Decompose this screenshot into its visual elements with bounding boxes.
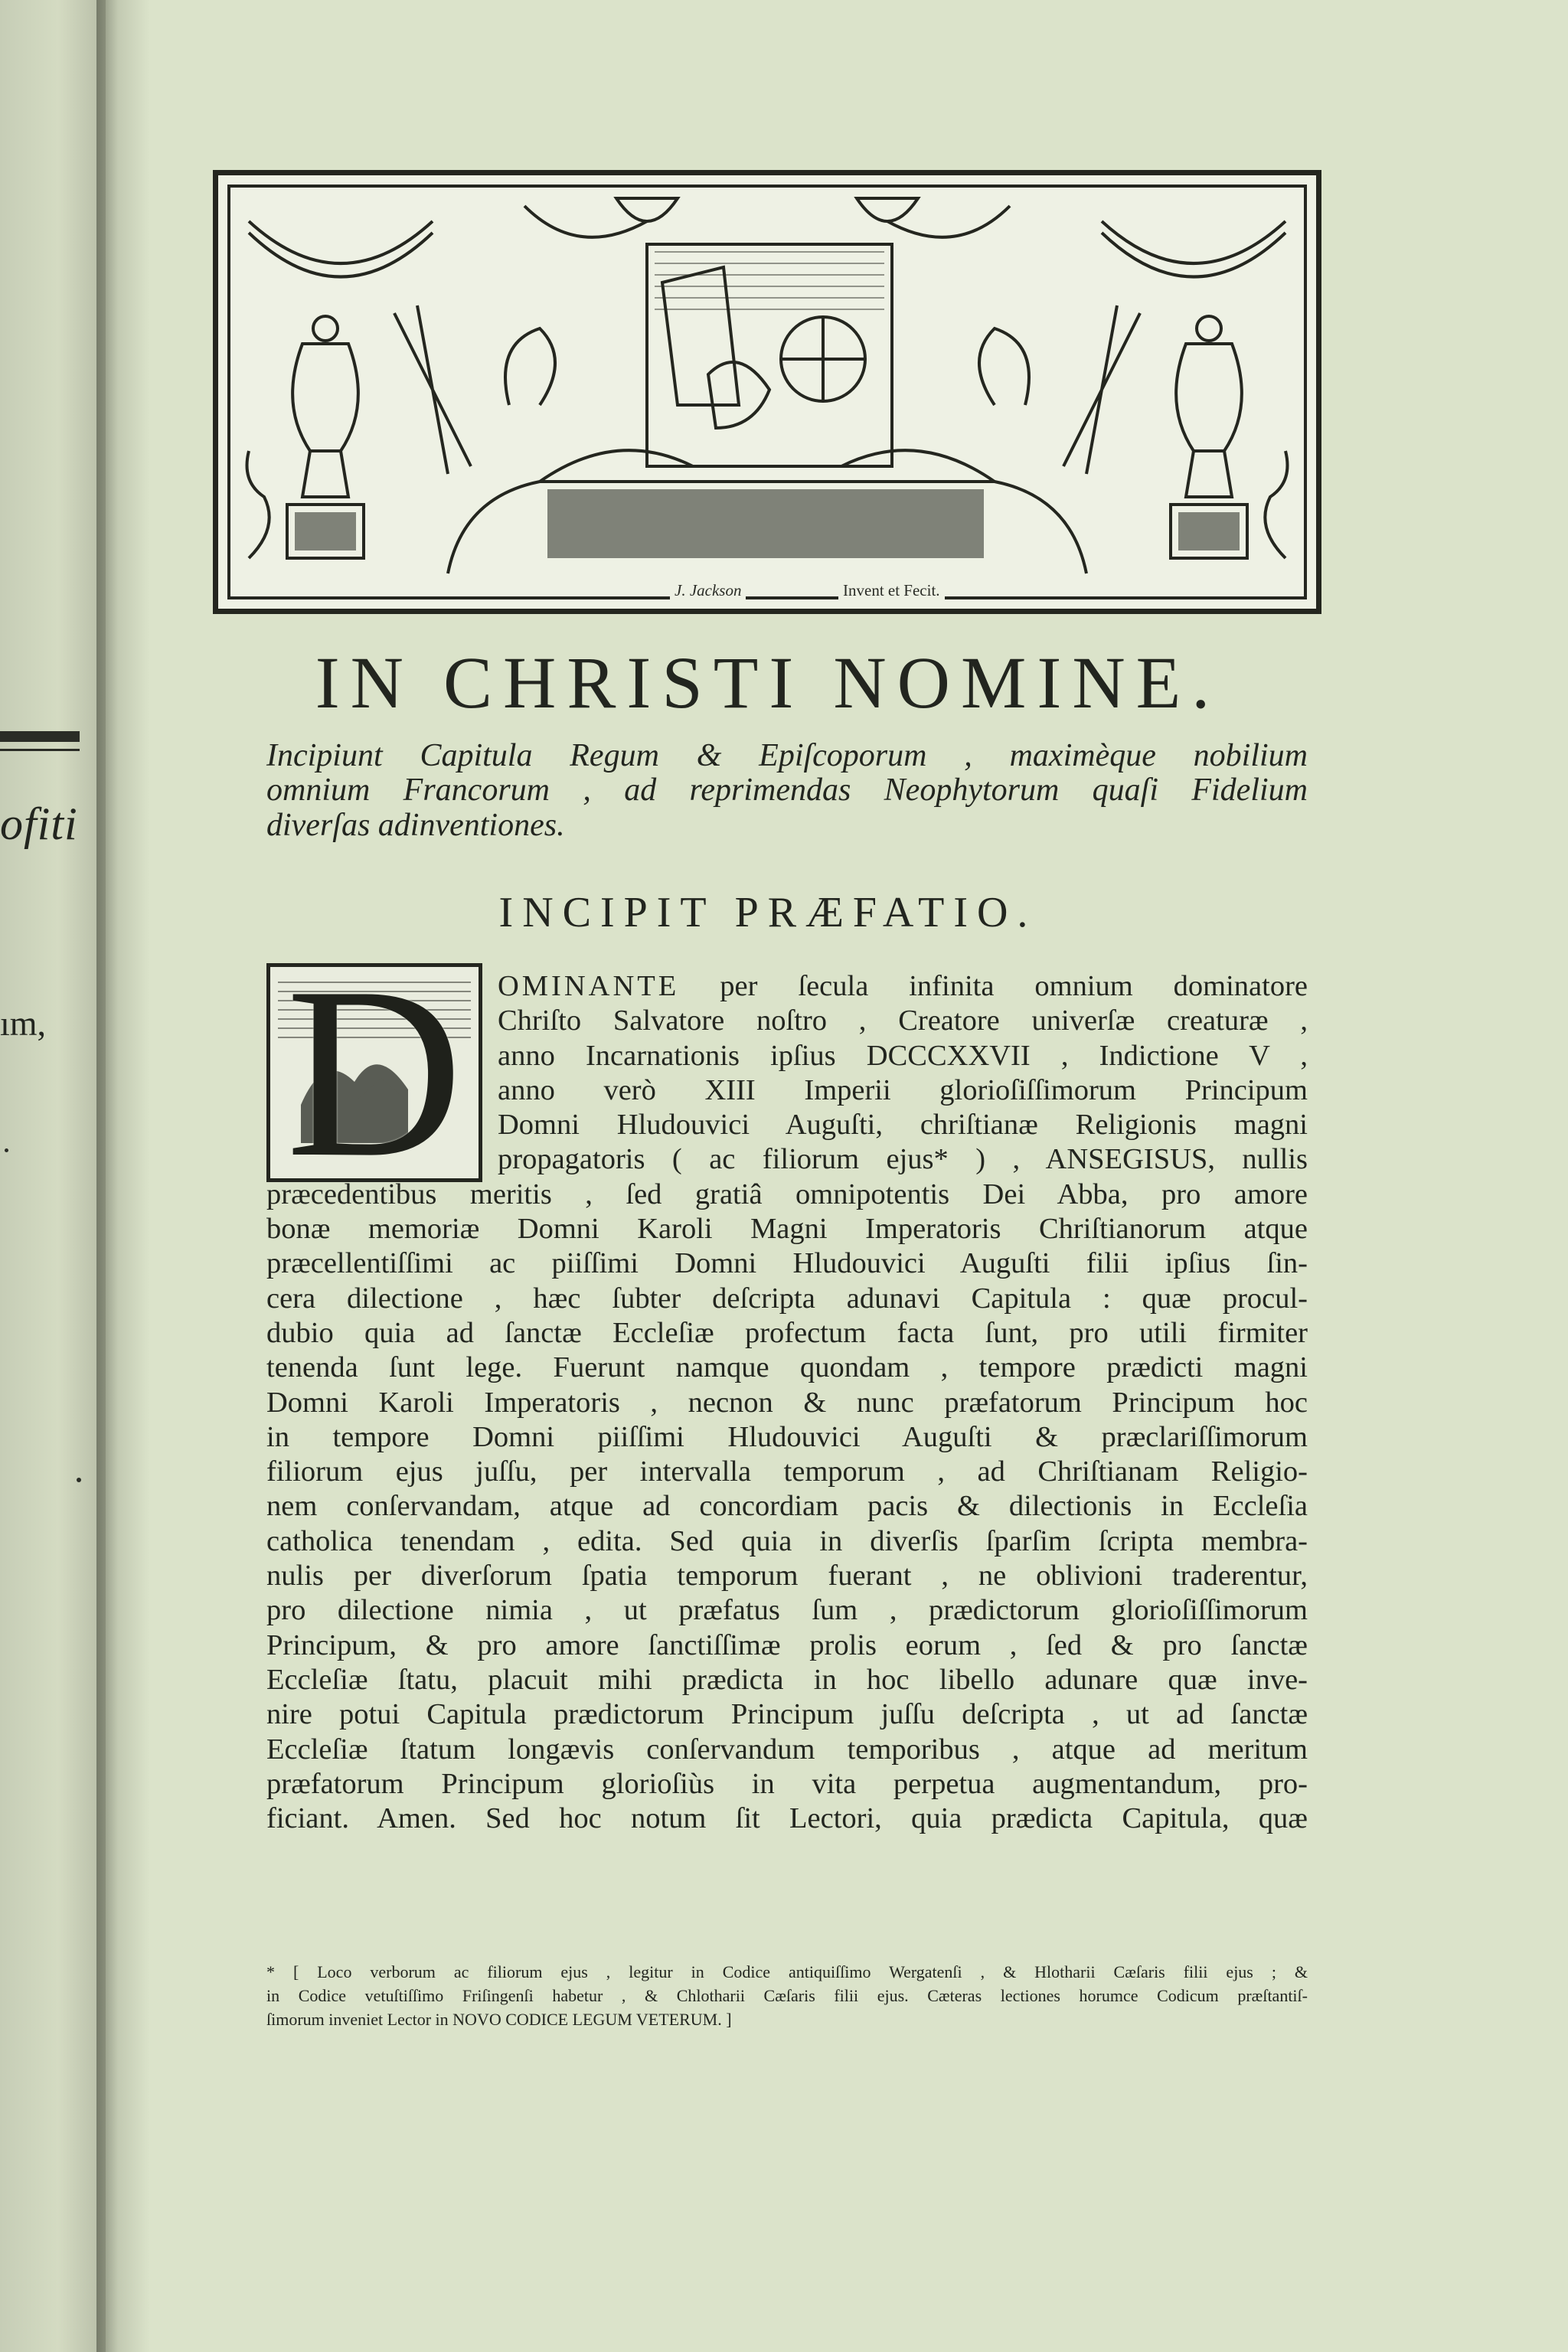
drop-cap-letter: D	[286, 963, 463, 1182]
body-line: præcellentiſſimi ac piiſſimi Domni Hludouvici Auguſti filii ipſius ſin-	[266, 1247, 1308, 1280]
engraver-signature: J. Jackson	[670, 581, 746, 600]
body-line: Eccleſiæ ſtatu, placuit mihi prædicta in hoc libello adunare quæ inve-	[266, 1663, 1308, 1696]
body-line: tenenda ſunt lege. Fuerunt namque quondam , tempore prædicti magni	[266, 1351, 1308, 1384]
page-title: IN CHRISTI NOMINE.	[315, 642, 1221, 724]
engraver-credit: Invent et Fecit.	[838, 581, 945, 600]
body-line: ficiant. Amen. Sed hoc notum ſit Lectori, quia prædicta Capitula, quæ	[266, 1802, 1308, 1835]
body-line: Eccleſiæ ſtatum longævis conſervandum temporibus , atque ad meritum	[266, 1733, 1308, 1766]
subtitle	[266, 735, 1308, 843]
left-facing-page	[0, 0, 106, 2352]
body-line: præcedentibus meritis , ſed gratiâ omnipotentis Dei Abba, pro amore	[266, 1178, 1308, 1210]
body-line: anno Incarnationis ipſius DCCCXXVII , Indictione V ,	[498, 1039, 1308, 1072]
body-line: cera dilectione , hæc ſubter deſcripta adunavi Capitula : quæ procul-	[266, 1282, 1308, 1315]
engraved-headpiece	[213, 170, 1321, 614]
left-page-rule-thin	[0, 749, 80, 751]
footnote-line: ſimorum inveniet Lector in NOVO CODICE LEGUM VETERUM. ]	[266, 2010, 732, 2029]
opening-word: OMINANTE	[498, 970, 680, 1002]
footnote-line: in Codice vetuſtiſſimo Friſingenſi habetur , & Chlotharii Cæſaris filii ejus. Cæteras lectiones horumce Codicum præſtantiſ-	[266, 1986, 1308, 2005]
body-line: Domni Karoli Imperatoris , necnon & nunc præfatorum Principum hoc	[266, 1386, 1308, 1419]
footnote	[266, 1960, 1308, 2031]
body-line: pro dilectione nimia , ut præfatus ſum , prædictorum glorioſiſſimorum	[266, 1594, 1308, 1627]
left-page-mark	[5, 1148, 8, 1152]
body-line: præfatorum Principum glorioſiùs in vita perpetua augmentandum, pro-	[266, 1767, 1308, 1800]
body-line: in tempore Domni piiſſimi Hludouvici Auguſti & præclariſſimorum	[266, 1420, 1308, 1453]
body-line: dubio quia ad ſanctæ Eccleſiæ profectum facta ſunt, pro utili firmiter	[266, 1316, 1308, 1349]
body-line: Principum, & pro amore ſanctiſſimæ prolis eorum , ſed & pro ſanctæ	[266, 1628, 1308, 1661]
left-page-mark	[77, 1478, 81, 1482]
body-line: filiorum ejus juſſu, per intervalla temporum , ad Chriſtianam Religio-	[266, 1455, 1308, 1488]
body-line: Chriſto Salvatore noſtro , Creatore univerſæ creaturæ ,	[498, 1004, 1308, 1037]
book-gutter	[96, 0, 150, 2352]
ornament-engraving	[218, 175, 1316, 609]
right-page	[150, 0, 1568, 2352]
left-page-fragment: ım,	[0, 1004, 47, 1043]
footnote-line: * [ Loco verborum ac filiorum ejus , legitur in Codice antiquiſſimo Wergatenſi , & Hlotharii Cæſaris filii ejus ; &	[266, 1962, 1308, 1981]
body-line: Domni Hludouvici Auguſti, chriſtianæ Religionis magni	[498, 1109, 1308, 1142]
section-heading: INCIPIT PRÆFATIO.	[498, 889, 1037, 936]
body-line: nire potui Capitula prædictorum Principum juſſu deſcripta , ut ad ſanctæ	[266, 1698, 1308, 1731]
body-line: bonæ memoriæ Domni Karoli Magni Imperatoris Chriſtianorum atque	[266, 1213, 1308, 1246]
body-line: propagatoris ( ac filiorum ejus* ) , ANSEGISUS, nullis	[498, 1143, 1308, 1176]
subtitle-line: omnium Francorum , ad reprimendas Neophytorum quaſi Fidelium	[266, 773, 1308, 808]
body-line: anno verò XIII Imperii glorioſiſſimorum Principum	[498, 1073, 1308, 1106]
left-page-fragment: ofiti	[0, 799, 78, 849]
body-line: OMINANTE per ſecula infinita omnium dominatore	[498, 970, 1308, 1002]
body-line: nulis per diverſorum ſpatia temporum fuerant , ne oblivioni traderentur,	[266, 1560, 1308, 1592]
body-line: catholica tenendam , edita. Sed quia in diverſis ſparſim ſcripta membra-	[266, 1524, 1308, 1557]
left-page-rule	[0, 731, 80, 742]
body-line: nem conſervandam, atque ad concordiam pacis & dilectionis in Eccleſia	[266, 1490, 1308, 1523]
subtitle-line: Incipiunt Capitula Regum & Epiſcoporum , maximèque nobilium	[266, 738, 1308, 773]
subtitle-line: diverſas adinventiones.	[266, 807, 565, 843]
preface-body	[266, 969, 1308, 1836]
